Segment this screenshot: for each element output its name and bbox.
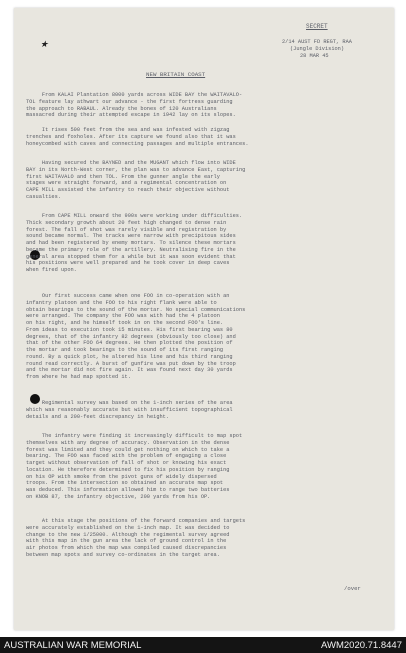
paragraph-2: It rises 500 feet from the sea and was infested with zigzag trenches and foxholes. After its capture we found also that it was honeycombed with caves and connecting passages and multiple entrances. — [26, 127, 249, 147]
paragraph-6: Regimental survey was based on the 1-inch series of the area which was reasonably accurate but with insufficient topographical details and a 200-feet discrepancy in height. — [26, 400, 233, 420]
paragraph-5: Our first success came when one FOO in co-operation with an infantry platoon and the FOO to his right flank were able to obtain bearings to the sound of the mortar. No special communications were arranged. The company the FOO was with had the 4 platoon on his right, and he himself took in on the second FOO's line. From ideas to execution took 15 minutes. His first bearing was 80 degrees, that of the infantry 82 degrees (obviously too close) and that of the other FOO 64 degrees. He then plotted the position of the mortar and took bearings to the sound of its first ranging round. By a quick plot, he altered his line and his third ranging round read correctly. A burst of gunfire was put down by the troop and the mortar did not fire again. It was found next day 30 yards from where he had map spotted it. — [26, 293, 246, 380]
paragraph-3: Having secured the BAYNED and the MUGANT which flow into WIDE BAY in its North-West corner, the plan was to advance East, capturing first WAITAVALO and then TOL. From the gunner angle the early stages were straight forward, and a regimental concentration on CAPE MILL assisted the infantry to reach their objective without casualties. — [26, 160, 246, 200]
paragraph-7: The infantry were finding it increasingly difficult to map spot themselves with any degree of accuracy. Observation in the dense forest was limited and they could get nothing on which to take a bearing. The FOO was faced with the problem of engaging a close target without observation of fall of shot or knowing his exact location. He therefore determined to fix his position by ranging on his OP with smoke from the pivot guns of widely dispersed troops. From the intersection so obtained an accurate map spot was deduced. This information allowed him to range two batteries on KNOB 87, the infantry objective, 200 yards from his OP. — [26, 433, 243, 500]
handwritten-mark: ★ — [40, 40, 49, 50]
archive-footer — [0, 637, 406, 653]
security-stamp: SECRET — [306, 23, 328, 30]
document-title: NEW BRITAIN COAST — [146, 71, 206, 78]
unit-designation: 2/14 AUST FD REGT, RAA — [282, 39, 352, 45]
page-over-note: /over — [344, 585, 361, 592]
accession-number: AWM2020.71.8447 — [321, 640, 402, 651]
paragraph-8: At this stage the positions of the forward companies and targets were accurately established on the 1-inch map. It was decided to change to the new 1/25000. Although the regimental survey agreed with this map in the gun area the lack of ground control in the air photos from which the map was compiled caused discrepancies between map spots and survey co-ordinates in the target area. — [26, 518, 246, 558]
division-name: (Jungle Division) — [290, 46, 345, 52]
archive-name: AUSTRALIAN WAR MEMORIAL — [4, 640, 142, 651]
paragraph-1: From KALAI Plantation 8000 yards across WIDE BAY the WAITAVALO- TOL feature lay athwart our advance - the first fortress guarding the approach to RABAUL. Already the bones of 120 Australians massacred during their attempted escape in 1942 lay on its slopes. — [26, 92, 243, 119]
paragraph-4: From CAPE MILL onward the 900s were working under difficulties. Thick secondary growth about 20 feet high changed to dense rain forest. The fall of shot was rarely visible and registration by sound became normal. The tracks were narrow with precipitous sides and had been registered by enemy mortars. To silence these mortars became the primary role of the artillery. Neutralising fire in the general area stopped them for a while but it was soon evident that his positions were well prepared and he took cover in deep caves when fired upon. — [26, 213, 243, 273]
document-date: 28 MAR 45 — [300, 53, 329, 59]
